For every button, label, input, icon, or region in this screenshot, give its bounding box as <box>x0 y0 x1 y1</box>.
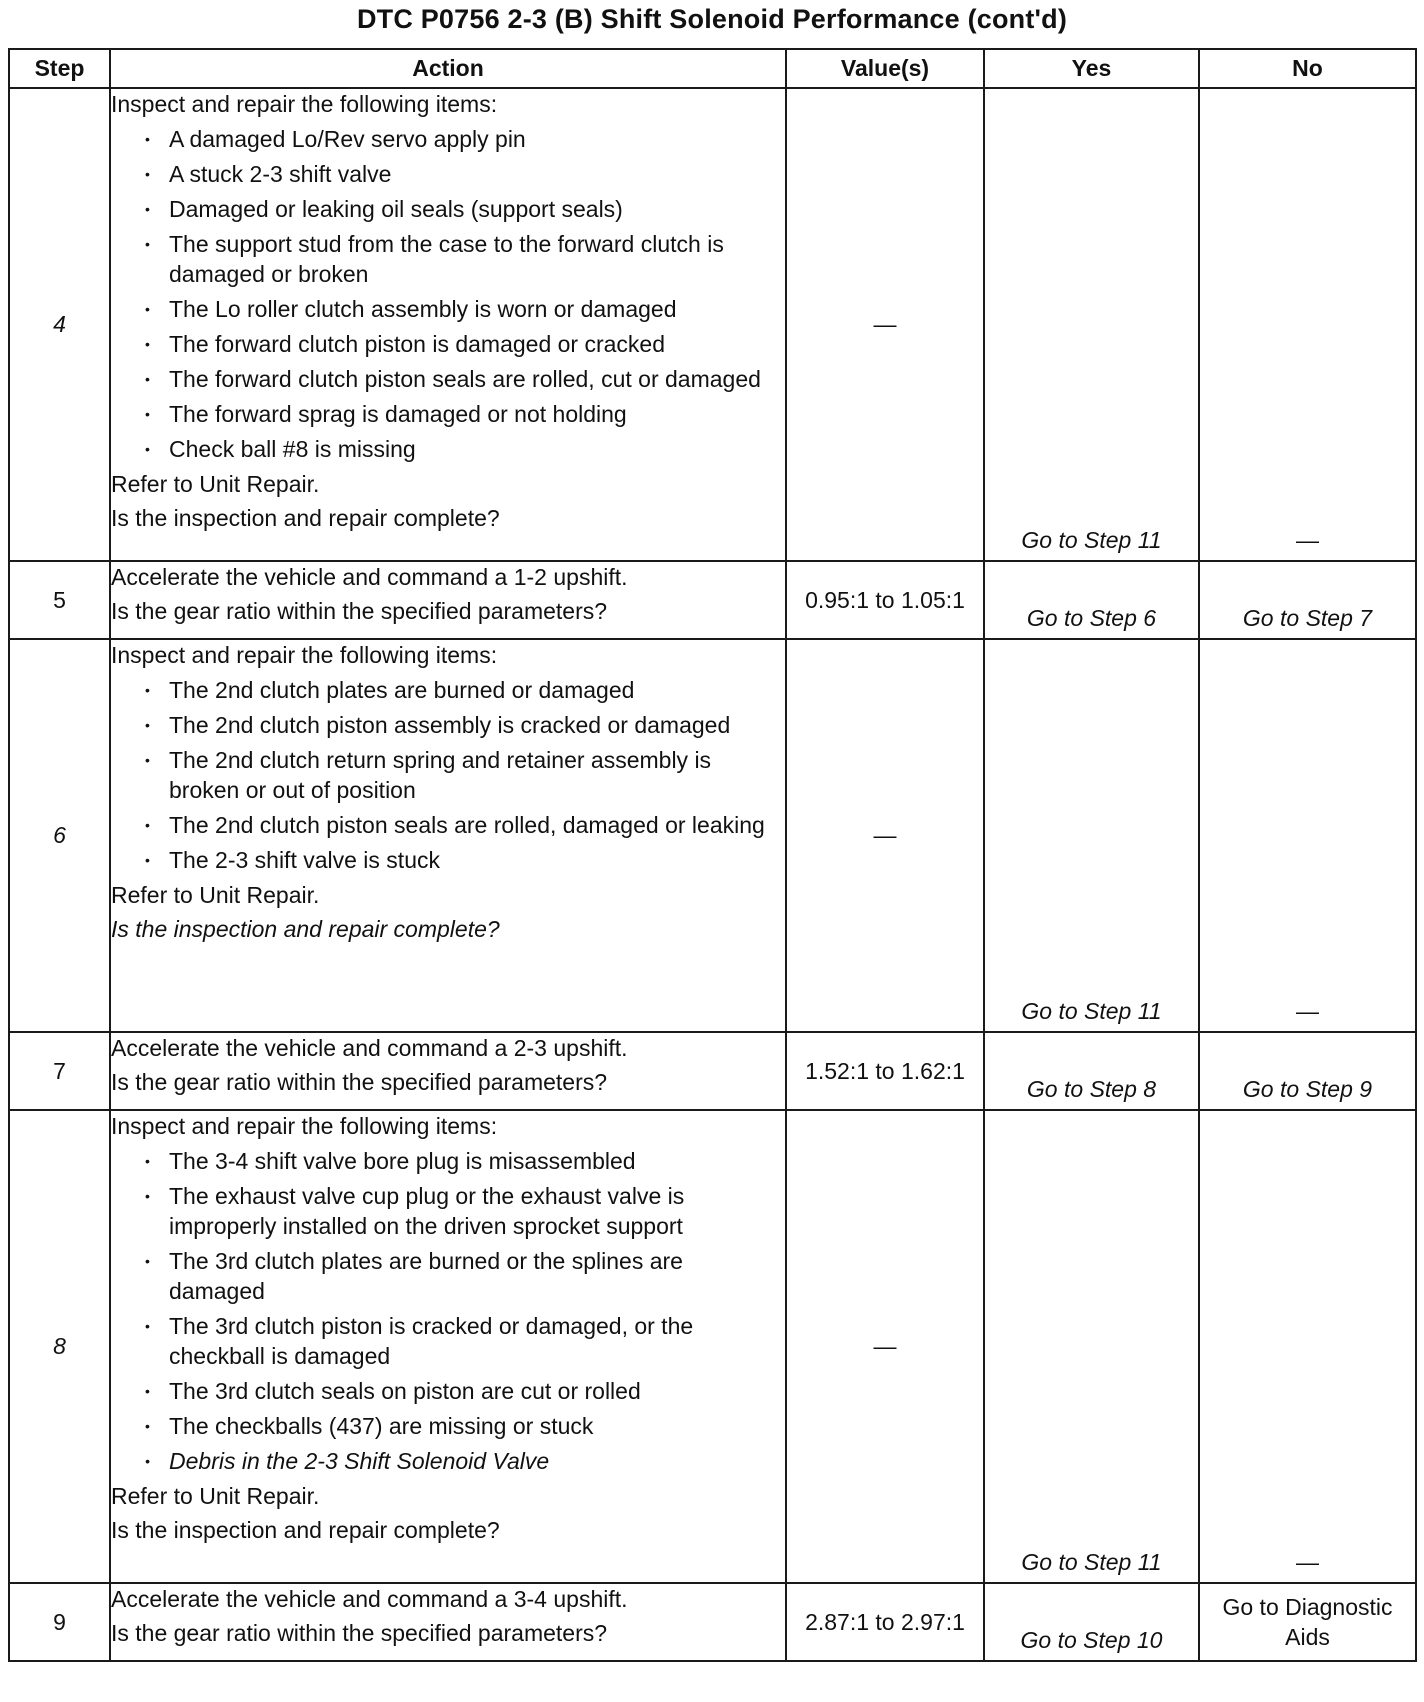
action-cell <box>110 1583 786 1661</box>
yes-result: Go to Step 11 <box>1021 1549 1162 1575</box>
list-item: • The 3-4 shift valve bore plug is misassembled <box>145 1146 785 1176</box>
action-intro: Inspect and repair the following items: <box>111 642 498 668</box>
question-text: Is the gear ratio within the specified parameters? <box>111 1620 608 1646</box>
value-cell: — <box>786 1110 984 1583</box>
action-intro: Inspect and repair the following items: <box>111 1113 498 1139</box>
value-cell: — <box>786 88 984 561</box>
item-list <box>111 675 785 875</box>
yes-result: Go to Step 10 <box>1020 1627 1163 1653</box>
step-number: 9 <box>9 1583 110 1661</box>
action-cell <box>110 1032 786 1110</box>
list-item: • The 2-3 shift valve is stuck <box>145 845 785 875</box>
no-cell <box>1199 1583 1416 1661</box>
list-item: • The 2nd clutch piston assembly is cracked or damaged <box>145 710 785 740</box>
action-cell <box>110 639 786 1032</box>
no-cell <box>1199 1032 1416 1110</box>
header-action: Action <box>110 49 786 88</box>
page-title: DTC P0756 2-3 (B) Shift Solenoid Performance (cont'd) <box>356 4 1068 34</box>
list-item: • The exhaust valve cup plug or the exhaust valve is improperly installed on the driven sprocket support <box>145 1181 785 1241</box>
yes-cell <box>984 1110 1199 1583</box>
yes-cell <box>984 639 1199 1032</box>
no-result: — <box>1296 1549 1319 1575</box>
value-cell: — <box>786 639 984 1032</box>
list-item: • Debris in the 2-3 Shift Solenoid Valve <box>145 1446 785 1476</box>
table-row <box>9 639 1416 1032</box>
refer-text: Refer to Unit Repair. <box>111 1483 320 1509</box>
yes-cell <box>984 1583 1199 1661</box>
list-item: • The forward clutch piston is damaged or cracked <box>145 329 785 359</box>
question-text: Is the inspection and repair complete? <box>111 916 500 942</box>
yes-result: Go to Step 8 <box>1026 1076 1157 1102</box>
list-item: • Check ball #8 is missing <box>145 434 785 464</box>
list-item: • Damaged or leaking oil seals (support seals) <box>145 194 785 224</box>
list-item: • The support stud from the case to the forward clutch is damaged or broken <box>145 229 785 289</box>
diagnostic-table <box>8 48 1417 1662</box>
header-yes: Yes <box>984 49 1199 88</box>
no-cell <box>1199 639 1416 1032</box>
item-list <box>111 1146 785 1476</box>
value-cell: 1.52:1 to 1.62:1 <box>786 1032 984 1110</box>
list-item: • The 3rd clutch piston is cracked or damaged, or the checkball is damaged <box>145 1311 785 1371</box>
step-number: 4 <box>9 88 110 561</box>
question-text: Is the inspection and repair complete? <box>111 505 500 531</box>
header-row <box>9 49 1416 88</box>
value-cell: 2.87:1 to 2.97:1 <box>786 1583 984 1661</box>
list-item: • The Lo roller clutch assembly is worn or damaged <box>145 294 785 324</box>
step-number: 8 <box>9 1110 110 1583</box>
action-cell <box>110 1110 786 1583</box>
question-text: Is the inspection and repair complete? <box>111 1517 500 1543</box>
no-result: — <box>1296 998 1319 1024</box>
step-number: 5 <box>9 561 110 639</box>
header-no: No <box>1199 49 1416 88</box>
list-item: • The 3rd clutch plates are burned or the splines are damaged <box>145 1246 785 1306</box>
action-line: Accelerate the vehicle and command a 2-3 upshift. <box>111 1035 628 1061</box>
header-value: Value(s) <box>786 49 984 88</box>
refer-text: Refer to Unit Repair. <box>111 471 320 497</box>
action-line: Accelerate the vehicle and command a 1-2 upshift. <box>111 564 628 590</box>
item-list <box>111 124 785 464</box>
no-result: Go to Step 7 <box>1242 605 1373 631</box>
step-number: 7 <box>9 1032 110 1110</box>
action-intro: Inspect and repair the following items: <box>111 91 498 117</box>
no-cell <box>1199 561 1416 639</box>
no-result: Go to Diagnostic Aids <box>1222 1594 1393 1650</box>
list-item: • The 2nd clutch piston seals are rolled, damaged or leaking <box>145 810 785 840</box>
list-item: • A damaged Lo/Rev servo apply pin <box>145 124 785 154</box>
value-cell: 0.95:1 to 1.05:1 <box>786 561 984 639</box>
list-item: • The forward clutch piston seals are rolled, cut or damaged <box>145 364 785 394</box>
action-line: Accelerate the vehicle and command a 3-4 upshift. <box>111 1586 628 1612</box>
no-result: — <box>1296 527 1319 553</box>
yes-cell <box>984 88 1199 561</box>
question-text: Is the gear ratio within the specified parameters? <box>111 598 608 624</box>
no-result: Go to Step 9 <box>1242 1076 1373 1102</box>
list-item: • The 2nd clutch return spring and retainer assembly is broken or out of position <box>145 745 785 805</box>
yes-result: Go to Step 11 <box>1021 998 1162 1024</box>
yes-result: Go to Step 11 <box>1021 527 1162 553</box>
table-row <box>9 1032 1416 1110</box>
no-cell <box>1199 88 1416 561</box>
refer-text: Refer to Unit Repair. <box>111 882 320 908</box>
table-row <box>9 1583 1416 1661</box>
action-cell <box>110 88 786 561</box>
list-item: • The 2nd clutch plates are burned or damaged <box>145 675 785 705</box>
yes-cell <box>984 1032 1199 1110</box>
action-cell <box>110 561 786 639</box>
table-row <box>9 88 1416 561</box>
list-item: • The forward sprag is damaged or not holding <box>145 399 785 429</box>
table-row <box>9 1110 1416 1583</box>
yes-result: Go to Step 6 <box>1026 605 1157 631</box>
header-step: Step <box>9 49 110 88</box>
list-item: • A stuck 2-3 shift valve <box>145 159 785 189</box>
yes-cell <box>984 561 1199 639</box>
list-item: • The 3rd clutch seals on piston are cut or rolled <box>145 1376 785 1406</box>
table-row <box>9 561 1416 639</box>
no-cell <box>1199 1110 1416 1583</box>
question-text: Is the gear ratio within the specified parameters? <box>111 1069 608 1095</box>
step-number: 6 <box>9 639 110 1032</box>
list-item: • The checkballs (437) are missing or stuck <box>145 1411 785 1441</box>
